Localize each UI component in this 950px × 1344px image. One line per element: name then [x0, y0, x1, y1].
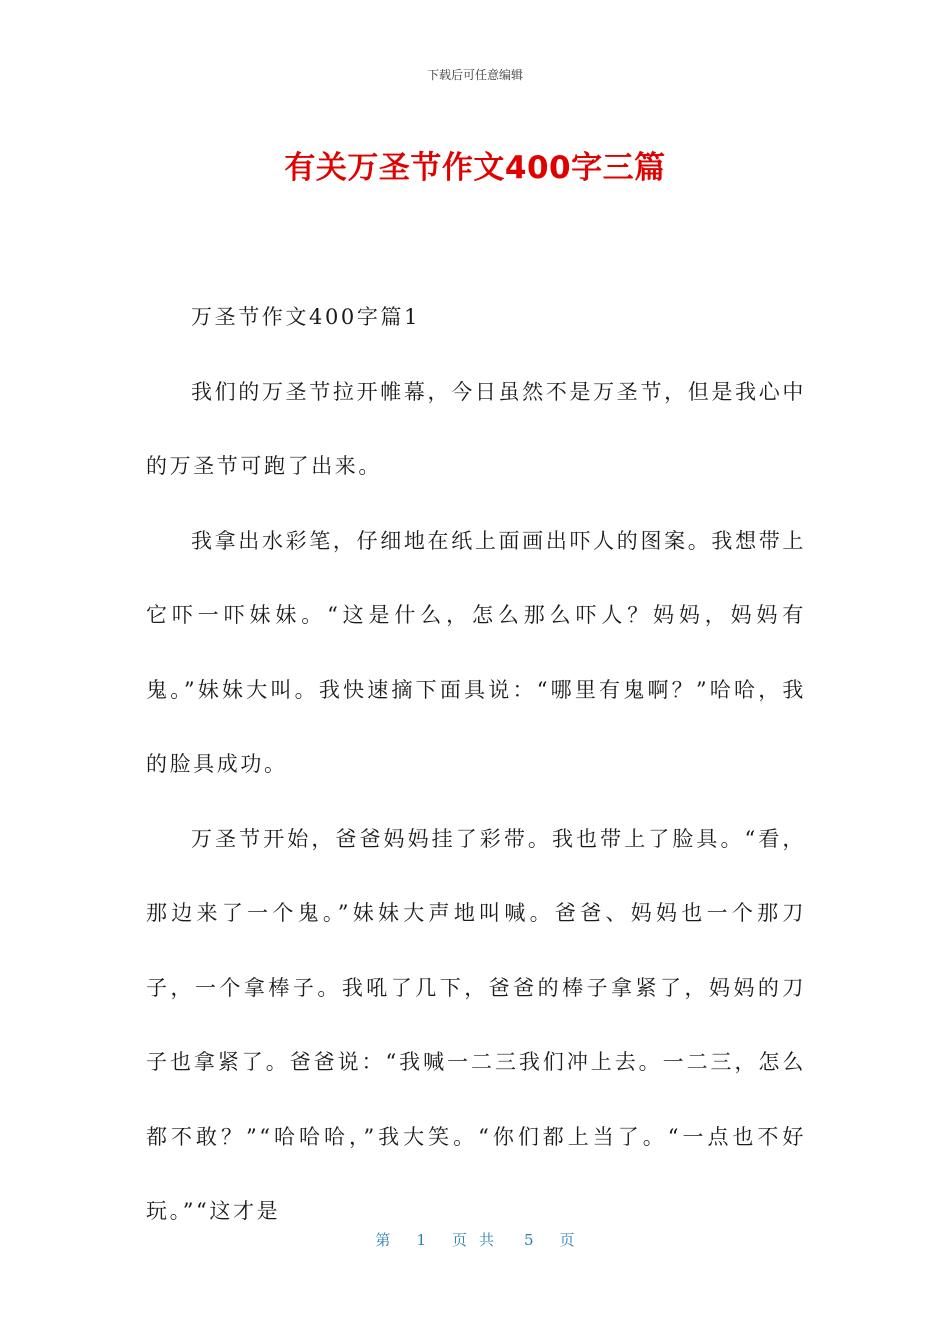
- footer-total-pages: 5: [524, 1231, 534, 1249]
- page-footer: [0, 1229, 950, 1250]
- document-body: [146, 280, 806, 1249]
- body-paragraph: 我们的万圣节拉开帷幕，今日虽然不是万圣节，但是我心中的万圣节可跑了出来。: [146, 379, 806, 478]
- document-title: 有关万圣节作文400字三篇: [284, 150, 666, 186]
- footer-middle: 页共: [451, 1231, 506, 1249]
- footer-page-number: 1: [416, 1231, 426, 1249]
- header-note: 下载后可任意编辑: [426, 68, 523, 82]
- footer-suffix: 页: [559, 1231, 575, 1249]
- body-paragraph: 我拿出水彩笔，仔细地在纸上面画出吓人的图案。我想带上它吓一吓妹妹。“这是什么，怎么那么吓人？妈妈，妈妈有鬼。”妹妹大叫。我快速摘下面具说：“哪里有鬼啊？”哈哈，我的脸具成功。: [146, 528, 806, 776]
- section-heading: 万圣节作文400字篇1: [191, 305, 421, 329]
- body-paragraph: 万圣节开始，爸爸妈妈挂了彩带。我也带上了脸具。“看，那边来了一个鬼。”妹妹大声地叫喊。爸爸、妈妈也一个那刀子，一个拿棒子。我吼了几下，爸爸的棒子拿紧了，妈妈的刀子也拿紧了。爸爸说：“我喊一二三我们冲上去。一二三，怎么都不敢？”“哈哈哈，”我大笑。“你们都上当了。“一点也不好玩。”“这才是: [146, 826, 806, 1223]
- footer-prefix: 第: [375, 1231, 391, 1249]
